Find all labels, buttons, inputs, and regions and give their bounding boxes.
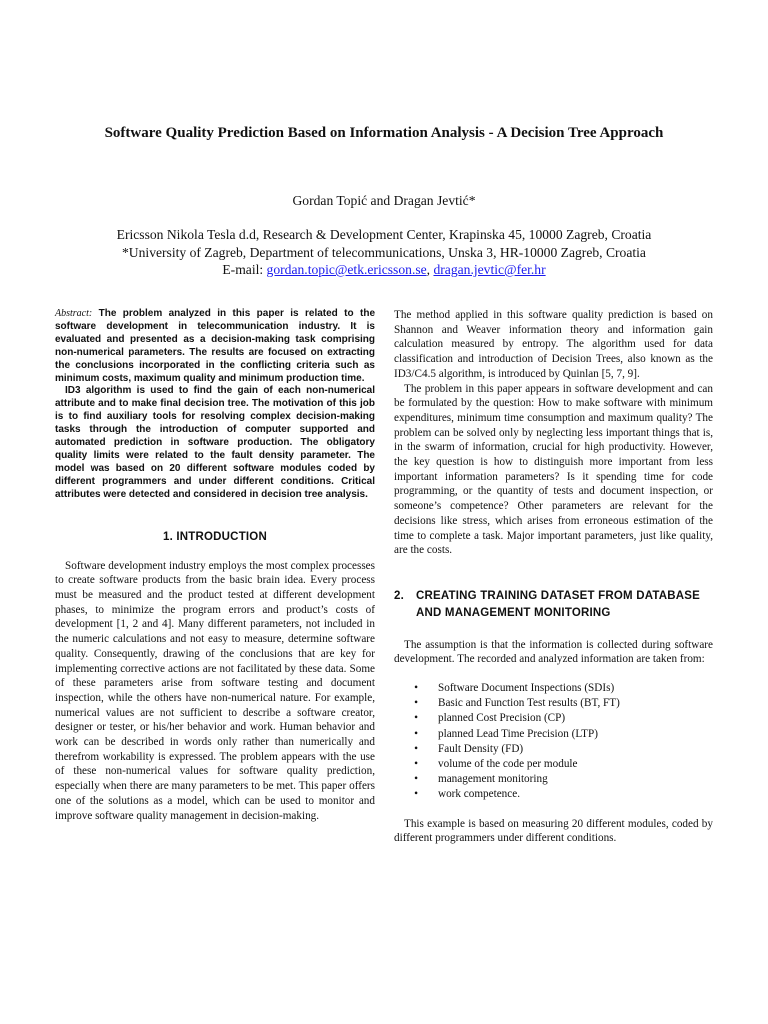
section-2-paragraph-2: This example is based on measuring 20 different modules, coded by different programmers under different conditions. <box>394 817 713 845</box>
bullet: • <box>414 742 418 755</box>
email-separator: , <box>426 262 434 277</box>
email-link-1[interactable]: gordan.topic@etk.ericsson.se <box>266 262 427 277</box>
section-1-heading: 1. INTRODUCTION <box>163 530 267 543</box>
section-2-heading <box>394 588 713 622</box>
abstract-paragraph-1 <box>55 308 375 385</box>
list-item: • work competence. <box>394 787 713 802</box>
abstract-label: Abstract: <box>55 308 93 319</box>
paper-authors: Gordan Topić and Dragan Jevtić* <box>292 193 476 208</box>
email-line <box>40 261 728 279</box>
list-item: • Fault Density (FD) <box>394 742 713 757</box>
bullet: • <box>414 697 418 710</box>
information-sources-list <box>394 681 713 803</box>
abstract-paragraph-2: ID3 algorithm is used to find the gain of each non-numerical attribute and to make final decision tree. The motivation of this job is to find auxiliary tools for resolving complex decision-making tasks through the introduction of computer supported and automated prediction in software production. The obligatory quality limits were related to the fault density parameter. The model was based on 20 different software modules coded by different programmers and under different conditions. Critical attributes were detected and considered in decision tree analysis. <box>55 385 375 500</box>
list-item: • Software Document Inspections (SDIs) <box>394 681 713 696</box>
list-item: • Basic and Function Test results (BT, FT) <box>394 696 713 711</box>
section-1-paragraph-1: Software development industry employs the most complex processes to create software products from the basic brain idea. Every process must be measured and the product tested at different development phases, to minimize the program errors and product’s costs of development [1, 2 and 4]. Many different parameters, not included in the numeric calculations and not easy to measure, determine software quality. Consequently, drawing of the conclusions that are key for implementing corrective actions are not facilitated by these data. Some of these parameters arise from software testing and document inspection, while the others have non-numerical nature. For example, numerical values are not sufficient to describe a software creator, designer or tester, or his/her behavior and work. Human behavior and work can be described in words only rather than numerically and therefrom workability is expressed. The problem appears with the use of these non-numerical values for software quality prediction, especially when there are many parameters to be met. This paper offers one of the solutions as a model, which can be used to monitor and improve software quality management in decision-making. <box>55 559 375 822</box>
right-column <box>394 308 713 846</box>
bullet: • <box>414 788 418 801</box>
bullet: • <box>414 773 418 786</box>
right-column-intro <box>394 308 713 558</box>
list-item: • volume of the code per module <box>394 757 713 772</box>
paper-title: Software Quality Prediction Based on Information Analysis - A Decision Tree Approach <box>104 125 664 141</box>
abstract <box>55 308 375 502</box>
affiliation-2: *University of Zagreb, Department of telecommunications, Unska 3, HR-10000 Zagreb, Croatia <box>122 244 646 260</box>
abstract-text-1: The problem analyzed in this paper is related to the software development in telecommunication industry. It is evaluated and presented as a decision-making task comprising non-numerical parameters. The results are focused on extracting the conclusions incorporated in the conflicting criteria such as minimum costs, maximum quality and minimum production time. <box>55 308 375 384</box>
affiliations <box>40 226 728 279</box>
bullet: • <box>414 712 418 725</box>
bullet: • <box>414 681 418 694</box>
right-paragraph-1: The method applied in this software quality prediction is based on Shannon and Weaver information theory and information gain calculation measured by entropy. The algorithm used for data classification and introduction of Decision Trees, also known as the ID3/C4.5 algorithm, is introduced by Quinlan [5, 7, 9]. <box>394 309 713 380</box>
email-label: E-mail: <box>222 262 267 277</box>
section-2-body <box>394 638 713 667</box>
list-item: • planned Lead Time Precision (LTP) <box>394 727 713 742</box>
list-item: • planned Cost Precision (CP) <box>394 711 713 726</box>
bullet: • <box>414 757 418 770</box>
section-2-number: 2. <box>394 589 404 602</box>
section-2-title: CREATING TRAINING DATASET FROM DATABASE AND MANAGEMENT MONITORING <box>416 589 700 619</box>
bullet: • <box>414 727 418 740</box>
section-1-body <box>55 559 375 824</box>
left-column <box>55 308 375 823</box>
email-link-2[interactable]: dragan.jevtic@fer.hr <box>433 262 546 277</box>
section-2-body-continued <box>394 817 713 846</box>
list-item: • management monitoring <box>394 772 713 787</box>
right-paragraph-2: The problem in this paper appears in software development and can be formulated by the question: How to make software with minimum expenditures, minimum time consumption and maximum quality? The problem can be solved only by neglecting less important things that is, in the swarm of information, crucial for high productivity. However, the key question is how to distinguish more important from less important information parameters? Is it spending time for code programming, or the quantity of tests and document inspection, or someone’s competence? Other parameters are relevant for the decisions like stress, which arises from erroneous estimation of the time to complete a task. Major important parameters, just like quality, are the costs. <box>394 382 713 557</box>
affiliation-1: Ericsson Nikola Tesla d.d, Research & Development Center, Krapinska 45, 10000 Zagreb, Croatia <box>116 227 652 242</box>
section-2-paragraph-1: The assumption is that the information is collected during software development. The recorded and analyzed information are taken from: <box>394 638 713 666</box>
